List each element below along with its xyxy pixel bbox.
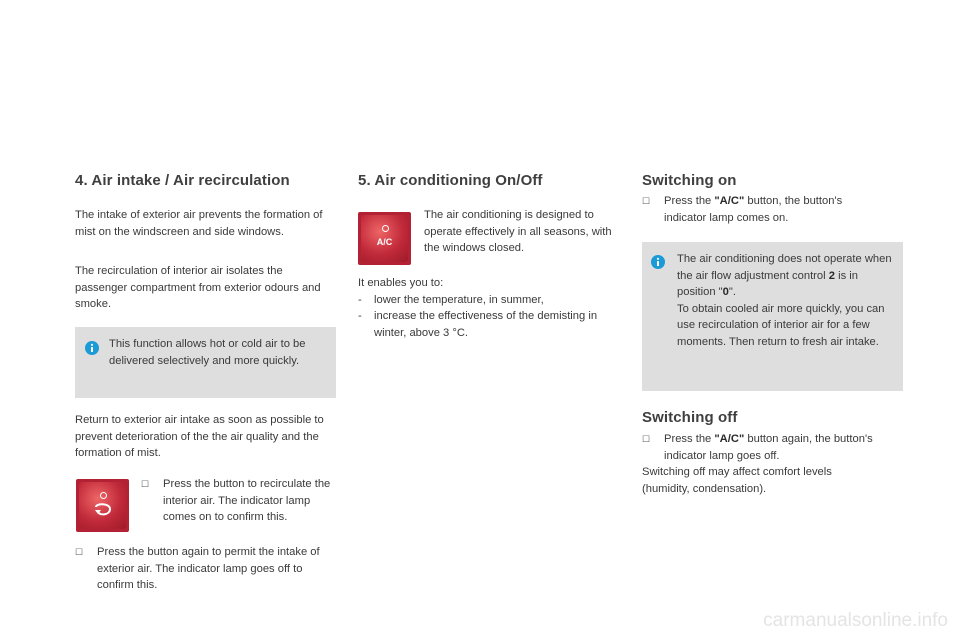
section-heading-switching-on: Switching on: [642, 172, 737, 189]
recirculation-icon: [92, 501, 114, 519]
list-item-recirculate: ☐ Press the button to recirculate the interior air. The indicator lamp comes on to confirm this.: [141, 476, 341, 526]
section-heading-switching-off: Switching off: [642, 409, 738, 426]
list-item-switch-off: ☐ Press the "A/C" button again, the button's indicator lamp goes off.: [642, 431, 904, 464]
list-item-demisting: - increase the effectiveness of the demisting in winter, above 3 °C.: [358, 310, 598, 339]
info-icon: [651, 255, 665, 269]
list-item-exterior-intake: ☐ Press the button again to permit the intake of exterior air. The indicator lamp goes off to confirm this.: [75, 544, 340, 594]
paragraph-switch-off-note: Switching off may affect comfort levels (humidity, condensation).: [642, 466, 832, 495]
section-heading-air-conditioning: 5. Air conditioning On/Off: [358, 172, 543, 189]
paragraph-ac-intro: The air conditioning is designed to operate effectively in all seasons, with the windows closed.: [424, 209, 612, 254]
ac-button-label: A/C: [376, 237, 393, 247]
info-note-text: This function allows hot or cold air to be delivered selectively and more quickly.: [109, 338, 306, 367]
list-item-switch-on: ☐ Press the "A/C" button, the button's indicator lamp comes on.: [642, 193, 882, 226]
bullet-icon: ☐: [75, 547, 84, 557]
paragraph-recirculation: The recirculation of interior air isolates the passenger compartment from exterior odours and smoke.: [75, 265, 321, 310]
list-item-lower-temperature: - lower the temperature, in summer,: [358, 294, 544, 306]
indicator-lamp-icon: [100, 492, 107, 499]
bullet-icon: ☐: [141, 479, 150, 489]
info-icon: [85, 341, 99, 355]
info-note: [642, 242, 903, 391]
info-note-text: The air conditioning does not operate when the air flow adjustment control 2 is in position "0". To obtain cooled air more quickly, you can use recirculation of interior air for a few moments. Then return to fresh air intake.: [677, 253, 892, 348]
paragraph-exterior-air: The intake of exterior air prevents the formation of mist on the windscreen and side windows.: [75, 209, 323, 238]
bullet-icon: ☐: [642, 196, 651, 206]
indicator-lamp-icon: [382, 225, 389, 232]
ac-button-image: [358, 212, 411, 265]
bullet-icon: ☐: [642, 434, 651, 444]
info-note: [75, 327, 336, 398]
section-heading-air-intake: 4. Air intake / Air recirculation: [75, 172, 290, 189]
recirculation-button-image: [76, 479, 129, 532]
paragraph-enables: It enables you to:: [358, 277, 444, 289]
watermark: carmanualsonline.info: [763, 610, 948, 631]
paragraph-return-exterior: Return to exterior air intake as soon as possible to prevent deterioration of the the air quality and the formation of mist.: [75, 414, 324, 459]
